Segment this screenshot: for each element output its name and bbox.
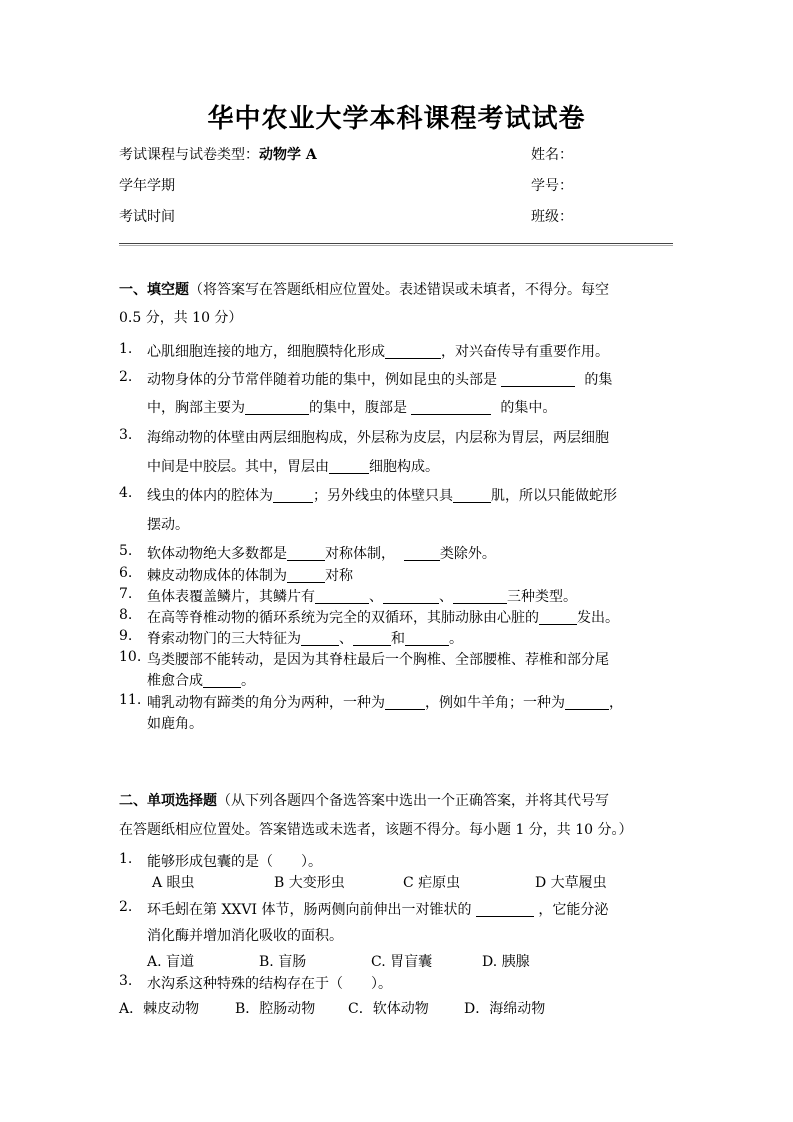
year-label: 学年学期 [119,178,175,194]
q2-text-e: 的集中。 [500,400,557,416]
q2-number: 2. [119,369,133,385]
mc-q2-option-b[interactable]: B. 盲肠 [259,954,307,970]
q5-text-a: 软体动物绝大多数都是 [147,546,287,562]
q8-text-a: 在高等脊椎动物的循环系统为完全的双循环，其肺动脉由心脏的 [147,610,539,626]
section1-heading-line [119,279,609,299]
course-label: 考试课程与试卷类型： [119,147,259,163]
q11-text-b: ，例如牛羊角；一种为 [425,695,565,711]
mc-q2-option-a[interactable]: A. 盲道 [147,954,195,970]
question-11-line2: 如鹿角。 [147,716,203,732]
q8-number: 8. [119,607,133,623]
blank[interactable] [329,459,369,474]
q5-number: 5. [119,543,133,559]
question-2-line1 [147,369,612,389]
mc-question-3: 水沟系这种特殊的结构存在于（ ）。 [147,976,392,992]
mc-q3-option-d[interactable]: D．海绵动物 [464,1001,546,1017]
q7-number: 7. [119,586,133,602]
q9-text-c: 和 [391,631,405,647]
question-6 [147,565,353,585]
blank[interactable] [301,631,339,646]
blank[interactable] [404,546,440,561]
section1-heading: 一、填空题 [119,282,189,298]
mc-q3-option-c[interactable]: C．软体动物 [348,1001,429,1017]
blank[interactable] [383,589,439,604]
blank[interactable] [353,631,391,646]
blank[interactable] [287,568,325,583]
section2-heading-line [119,790,609,810]
q9-text-a: 脊索动物门的三大特征为 [147,631,301,647]
q9-text-b: 、 [339,631,353,647]
q6-text-a: 棘皮动物成体的体制为 [147,568,287,584]
q11-number: 11. [119,692,142,708]
q7-text-c: 、 [439,589,453,605]
q10-text-b: 椎愈合成 [147,673,203,689]
question-2-line2 [147,397,556,417]
section1-note: （将答案写在答题纸相应位置处。表述错误或未填者，不得分。每空 [189,282,609,298]
mc-question-2-line2: 消化酶并增加消化吸收的面积。 [147,928,343,944]
q4-text-c: 肌，所以只能做蛇形 [491,488,617,504]
q11-text-a: 哺乳动物有蹄类的角分为两种，一种为 [147,695,385,711]
blank[interactable] [315,589,369,604]
course-value: 动物学 A [259,147,317,163]
question-1 [147,341,609,361]
q9-text-d: 。 [449,631,463,647]
q2-text-b: 的集 [584,372,613,388]
q2-text-c: 中，胸部主要为 [147,400,245,416]
question-7 [147,586,577,606]
q3-number: 3. [119,427,133,443]
q8-text-b: 发出。 [577,610,619,626]
blank[interactable] [476,902,534,917]
mc-q2-text-a: 环毛蚓在第 XXVI 体节，肠两侧向前伸出一对锥状的 [147,902,472,918]
question-10-line2 [147,670,255,690]
blank[interactable] [501,372,575,387]
question-5 [147,543,496,563]
question-9 [147,628,463,648]
q3-text-b: 中间是中胶层。其中，胃层由 [147,459,329,475]
blank[interactable] [565,695,609,710]
blank[interactable] [245,400,309,415]
mc-q1-number: 1. [119,851,133,867]
question-4-line2: 摆动。 [147,517,189,533]
mc-question-2-line1 [147,899,608,919]
mc-q3-option-b[interactable]: B．腔肠动物 [235,1001,316,1017]
blank[interactable] [539,610,577,625]
mc-q1-option-a[interactable]: A 眼虫 [152,875,195,891]
mc-q1-option-d[interactable]: D 大草履虫 [535,875,607,891]
mc-q3-option-a[interactable]: A．棘皮动物 [119,1001,200,1017]
q11-text-c: ， [609,695,623,711]
question-8 [147,607,619,627]
blank[interactable] [385,695,425,710]
blank[interactable] [453,589,507,604]
q6-text-b: 对称 [325,568,353,584]
q1-number: 1. [119,341,133,357]
q10-text-c: 。 [241,673,255,689]
question-10-line1: 鸟类腰部不能转动，是因为其脊柱最后一个胸椎、全部腰椎、荐椎和部分尾 [147,652,609,668]
q7-text-b: 、 [369,589,383,605]
blank[interactable] [453,488,491,503]
mc-q1-option-b[interactable]: B 大变形虫 [274,875,345,891]
mc-q3-number: 3. [119,973,133,989]
q10-number: 10. [119,649,142,665]
section2-note: （从下列各题四个备选答案中选出一个正确答案，并将其代号写 [217,793,609,809]
q4-number: 4. [119,485,133,501]
mc-q2-option-c[interactable]: C. 胃盲囊 [371,954,433,970]
name-label: 姓名： [531,147,573,163]
mc-q1-option-c[interactable]: C 疟原虫 [403,875,461,891]
question-11-line1 [147,692,623,712]
question-3-line2 [147,456,439,476]
blank[interactable] [273,488,313,503]
student-id-label: 学号： [531,178,573,194]
q5-text-c: 类除外。 [439,546,496,562]
header-divider [119,243,673,246]
section1-note-line2: 0.5 分，共 10 分） [119,310,243,326]
q7-text-a: 鱼体表覆盖鳞片，其鳞片有 [147,589,315,605]
q5-text-b: 对称体制， [325,546,395,562]
exam-time-label: 考试时间 [119,209,175,225]
question-4-line1 [147,485,617,505]
q3-text-c: 细胞构成。 [369,459,439,475]
blank[interactable] [287,546,325,561]
mc-question-1: 能够形成包囊的是（ ）。 [147,854,322,870]
blank[interactable] [203,673,241,688]
section2-note-line2: 在答题纸相应位置处。答案错选或未选者，该题不得分。每小题 1 分，共 10 分。） [119,822,633,838]
course-line [119,144,317,164]
mc-q2-text-b: ，它能分泌 [538,902,609,918]
question-3-line1: 海绵动物的体壁由两层细胞构成，外层称为皮层，内层称为胃层，两层细胞 [147,430,609,446]
section2-heading: 二、单项选择题 [119,793,217,809]
blank[interactable] [405,631,449,646]
class-label: 班级： [531,209,573,225]
q7-text-d: 三种类型。 [507,589,577,605]
q6-number: 6. [119,565,133,581]
q1-text-b: ，对兴奋传导有重要作用。 [441,344,609,360]
blank[interactable] [411,400,491,415]
q2-text-d: 的集中，腹部是 [309,400,407,416]
exam-title: 华中农业大学本科课程考试试卷 [207,104,586,134]
q9-number: 9. [119,628,133,644]
q4-text-b: ；另外线虫的体壁只具 [313,488,453,504]
q4-text-a: 线虫的体内的腔体为 [147,488,273,504]
q2-text-a: 动物身体的分节常伴随着功能的集中，例如昆虫的头部是 [147,372,497,388]
mc-q2-number: 2. [119,899,133,915]
mc-q2-option-d[interactable]: D. 胰腺 [482,954,530,970]
blank[interactable] [385,344,441,359]
q1-text-a: 心肌细胞连接的地方，细胞膜特化形成 [147,344,385,360]
